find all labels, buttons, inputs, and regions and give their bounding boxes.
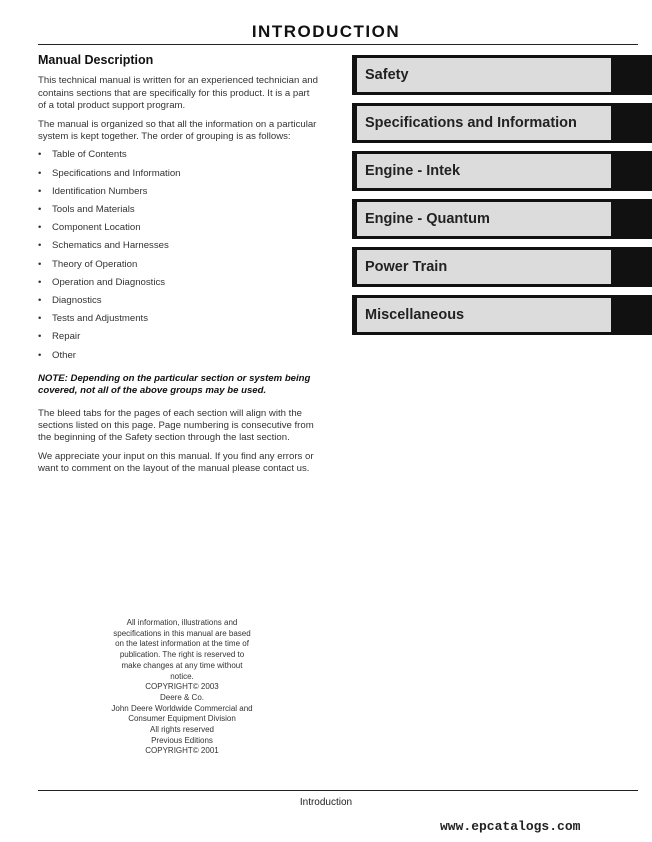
watermark-url[interactable]: www.epcatalogs.com	[440, 819, 581, 834]
list-item: • Tests and Adjustments	[38, 313, 318, 331]
tab-miscellaneous[interactable]	[352, 295, 652, 335]
page-title: INTRODUCTION	[251, 22, 401, 41]
title-divider	[38, 44, 638, 45]
tab-label: Miscellaneous	[365, 307, 465, 323]
list-item: • Tools and Materials	[38, 204, 318, 222]
notice-line: COPYRIGHT© 2001	[145, 746, 219, 756]
tab-label: Engine - Quantum	[365, 211, 490, 227]
tab-engine-intek[interactable]	[352, 151, 652, 191]
list-item: • Schematics and Harnesses	[38, 240, 318, 258]
notice-line: All information, illustrations and	[126, 618, 238, 627]
notice-line: notice.	[170, 671, 194, 681]
manual-description-section	[38, 54, 318, 482]
notice-line: specifications in this manual are based	[113, 628, 251, 638]
copyright-notice	[100, 618, 264, 757]
notice-line: Previous Editions	[151, 735, 213, 745]
notice-line: Consumer Equipment Division	[128, 714, 236, 724]
tab-safety[interactable]	[352, 55, 652, 95]
list-item: • Repair	[38, 331, 318, 349]
tab-specifications-and-information[interactable]	[352, 103, 652, 143]
notice-line: All rights reserved	[149, 725, 215, 735]
notice-line: on the latest information at the time of	[115, 639, 249, 649]
notice-line: Deere & Co.	[159, 692, 205, 702]
tab-label: Power Train	[365, 259, 448, 275]
note-paragraph: NOTE: Depending on the particular section or system being covered, not all of the above groups may be used.	[38, 372, 311, 397]
list-item: • Theory of Operation	[38, 259, 318, 277]
section-tabs	[352, 55, 652, 343]
feedback-paragraph: We appreciate your input on this manual. If you find any errors or want to comment on the layout of the manual please contact us.	[38, 450, 314, 475]
tab-label: Engine - Intek	[365, 163, 461, 179]
list-item: • Component Location	[38, 222, 318, 240]
tab-engine-quantum[interactable]	[352, 199, 652, 239]
list-item: • Operation and Diagnostics	[38, 277, 318, 295]
section-heading: Manual Description	[38, 53, 154, 67]
tab-label: Specifications and Information	[365, 115, 577, 131]
footer-divider	[38, 790, 638, 791]
organization-paragraph: The manual is organized so that all the information on a particular system is kept together. The order of grouping is as follows:	[38, 118, 317, 143]
notice-line: John Deere Worldwide Commercial and	[111, 703, 253, 713]
list-item: • Other	[38, 350, 318, 368]
list-item: • Table of Contents	[38, 149, 318, 167]
group-list	[38, 149, 318, 367]
tab-power-train[interactable]	[352, 247, 652, 287]
list-item: • Diagnostics	[38, 295, 318, 313]
notice-line: make changes at any time without	[121, 660, 243, 670]
bleed-tabs-paragraph: The bleed tabs for the pages of each section will align with the sections listed on this page. Page numbering is consecutive from the beginning of the Safety section through the last section.	[38, 407, 314, 444]
footer-label: Introduction	[299, 797, 353, 808]
tab-label: Safety	[365, 67, 409, 83]
list-item: • Identification Numbers	[38, 186, 318, 204]
intro-paragraph: This technical manual is written for an experienced technician and contains sections that are specifically for this product. It is a part of a total product support program.	[38, 75, 318, 112]
list-item: • Specifications and Information	[38, 168, 318, 186]
notice-line: COPYRIGHT© 2003	[145, 682, 219, 692]
notice-line: publication. The right is reserved to	[119, 650, 245, 660]
